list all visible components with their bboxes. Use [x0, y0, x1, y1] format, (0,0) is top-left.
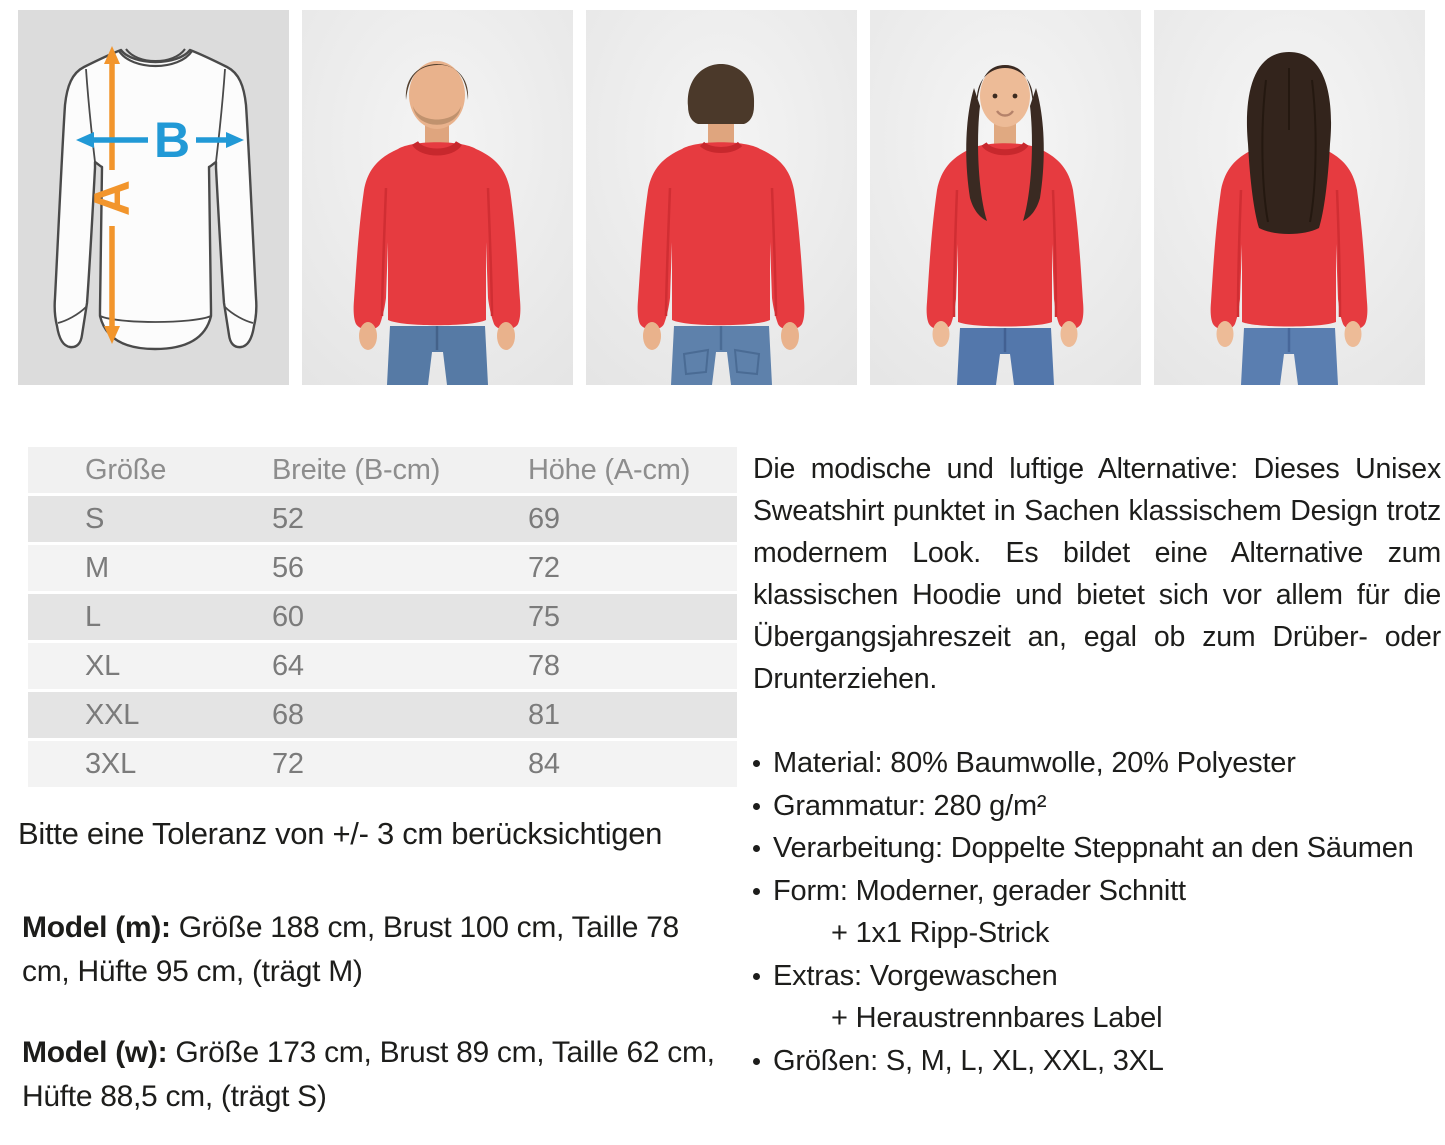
product-description: Die modische und luftige Alternative: Dieses Unisex Sweatshirt punktet in Sachen klassischem Design trotz modernem Look. Es bildet eine Alternative zum klassischen Hoodie und bietet sich vor allem für die Übergangsjahreszeit an, egal ob zum Drüber- oder Drunterziehen. [753, 453, 1441, 695]
right-hand [497, 322, 515, 350]
right-hand [1061, 321, 1078, 347]
feature-material [753, 742, 1445, 785]
feature-text: Größen: S, M, L, XL, XXL, 3XL [773, 1044, 1164, 1077]
feature-text: Verarbeitung: Doppelte Steppnaht an den Säumen [773, 832, 1414, 864]
height-cell: 69 [476, 496, 737, 542]
bullet-dot [753, 845, 760, 852]
feature-verarbeitung [753, 827, 1445, 870]
right-hand [1345, 321, 1362, 347]
male-front-photo [302, 10, 573, 385]
product-image-gallery [18, 10, 1425, 385]
model-female-label: Model (w): [22, 1036, 168, 1069]
height-cell: 75 [476, 594, 737, 640]
right-eye [1013, 94, 1018, 99]
size-cell: XXL [28, 692, 218, 738]
feature-extras [753, 955, 1445, 998]
right-hand [781, 322, 799, 350]
female-back-photo [1154, 10, 1425, 385]
female-front-photo [870, 10, 1141, 385]
height-cell: 72 [476, 545, 737, 591]
diagram-label-b: B [153, 112, 191, 168]
model-male-info [22, 906, 727, 994]
width-cell: 68 [218, 692, 476, 738]
width-cell: 60 [218, 594, 476, 640]
male-back-photo [586, 10, 857, 385]
size-cell: M [28, 545, 218, 591]
table-row [28, 545, 737, 591]
feature-extras-continuation [753, 997, 1445, 1040]
face [980, 65, 1030, 127]
bullet-dot [753, 803, 760, 810]
left-hand [643, 322, 661, 350]
height-cell: 81 [476, 692, 737, 738]
table-row [28, 741, 737, 787]
bullet-dot [753, 973, 760, 980]
left-hand [359, 322, 377, 350]
size-cell: S [28, 496, 218, 542]
feature-groessen [753, 1040, 1445, 1083]
feature-grammatur [753, 785, 1445, 828]
bullet-dot [753, 760, 760, 767]
photo-male-front[interactable] [302, 10, 573, 385]
feature-text: + 1x1 Ripp-Strick [831, 917, 1050, 949]
col-header-height: Höhe (A-cm) [476, 447, 737, 493]
size-diagram [18, 10, 289, 385]
feature-text: Material: 80% Baumwolle, 20% Polyester [773, 747, 1296, 779]
bullet-dot [753, 888, 760, 895]
table-row [28, 594, 737, 640]
size-cell: L [28, 594, 218, 640]
model-male-text: Größe 188 cm, Brust 100 cm, Taille 78 cm, Hüfte 95 cm, (trägt M) [22, 911, 679, 988]
model-male-label: Model (m): [22, 911, 171, 944]
table-row [28, 496, 737, 542]
size-cell: XL [28, 643, 218, 689]
feature-form-continuation [753, 912, 1445, 955]
col-header-size: Größe [28, 447, 218, 493]
feature-form [753, 870, 1445, 913]
height-cell: 84 [476, 741, 737, 787]
size-diagram-image[interactable] [18, 10, 289, 385]
feature-text: Extras: Vorgewaschen [773, 959, 1058, 992]
feature-list [753, 742, 1445, 1082]
size-table [28, 444, 737, 790]
model-female-text: Größe 173 cm, Brust 89 cm, Taille 62 cm, Hüfte 88,5 cm, (trägt S) [22, 1036, 715, 1113]
width-cell: 64 [218, 643, 476, 689]
feature-text: Form: Moderner, gerader Schnitt [773, 874, 1186, 907]
size-cell: 3XL [28, 741, 218, 787]
photo-male-back[interactable] [586, 10, 857, 385]
left-hand [1217, 321, 1234, 347]
tolerance-note: Bitte eine Toleranz von +/- 3 cm berücksichtigen [18, 816, 663, 851]
sweatshirt-back [638, 142, 805, 329]
col-header-width: Breite (B-cm) [218, 447, 476, 493]
photo-female-front[interactable] [870, 10, 1141, 385]
size-table-header-row [28, 447, 737, 493]
feature-text: Grammatur: 280 g/m² [773, 789, 1047, 822]
width-cell: 52 [218, 496, 476, 542]
table-row [28, 692, 737, 738]
bullet-dot [753, 1058, 760, 1065]
sweatshirt [354, 142, 521, 329]
left-eye [993, 94, 998, 99]
diagram-label-a: A [84, 179, 140, 217]
width-cell: 56 [218, 545, 476, 591]
sweatshirt [927, 143, 1084, 329]
height-cell: 78 [476, 643, 737, 689]
width-cell: 72 [218, 741, 476, 787]
left-hand [933, 321, 950, 347]
photo-female-back[interactable] [1154, 10, 1425, 385]
feature-text: + Heraustrennbares Label [831, 1002, 1163, 1034]
model-female-info [22, 1031, 727, 1119]
table-row [28, 643, 737, 689]
